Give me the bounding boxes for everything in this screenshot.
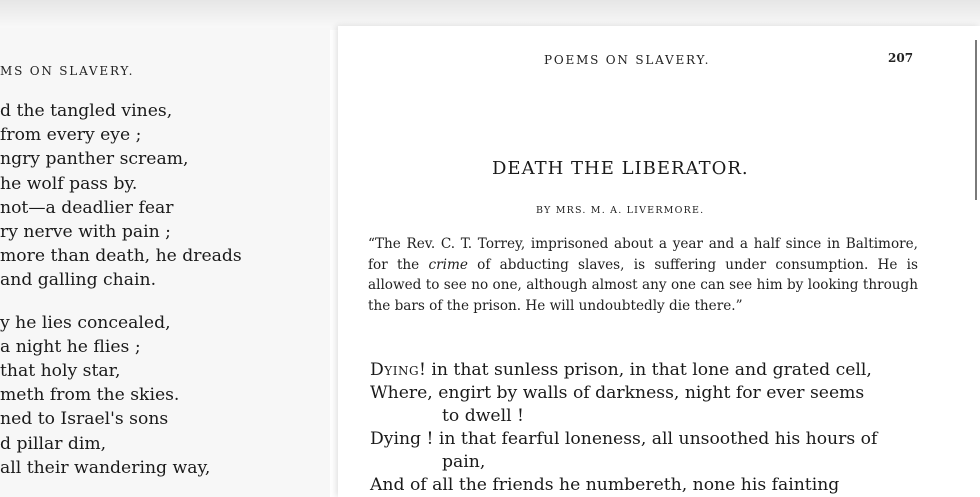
poem-line: pain, xyxy=(442,452,486,472)
poem-first-word: Dying xyxy=(370,360,420,380)
poem-title: DEATH THE LIBERATOR. xyxy=(492,158,749,179)
poem-line: And of all the friends he numbereth, none his fainting xyxy=(370,475,840,495)
left-line: from every eye ; xyxy=(0,125,142,146)
left-poem-lines xyxy=(0,99,242,480)
left-line: ry nerve with pain ; xyxy=(0,222,171,243)
left-line: d the tangled vines, xyxy=(0,101,173,121)
left-line: more than death, he dreads xyxy=(0,246,242,267)
epigraph-text: of abducting slaves, is suffering under consumption. He is allowed to see no one, although almost any one can see him by looking through the bars of the prison. He will undoubtedly die there.” xyxy=(368,256,919,314)
left-line: all their wandering way, xyxy=(0,457,211,478)
left-line: he wolf pass by. xyxy=(0,173,138,194)
epigraph-italic: crime xyxy=(428,256,468,273)
poem-line: Dying ! in that fearful loneness, all unsoothed his hours of xyxy=(370,429,878,449)
page-number: 207 xyxy=(888,51,914,65)
poem-byline: BY MRS. M. A. LIVERMORE. xyxy=(536,205,705,216)
left-line: not—a deadlier fear xyxy=(0,197,174,218)
left-line: y he lies concealed, xyxy=(0,312,171,333)
stanza-break xyxy=(0,293,242,311)
epigraph xyxy=(368,234,918,316)
epigraph-text: “The Rev. C. T. Torrey, imprisoned about a year and a half since in Baltimore, for the xyxy=(368,236,918,273)
poem-line xyxy=(370,359,930,382)
left-line: ned to Israel's sons xyxy=(0,409,169,430)
left-line: that holy star, xyxy=(0,361,121,382)
left-line: and galling chain. xyxy=(0,270,157,291)
poem-body xyxy=(370,359,930,497)
right-running-header: POEMS ON SLAVERY. xyxy=(544,53,711,67)
left-line: a night he flies ; xyxy=(0,336,141,357)
poem-line: Where, engirt by walls of darkness, night for ever seems xyxy=(370,383,865,403)
left-line: meth from the skies. xyxy=(0,385,180,406)
left-line: d pillar dim, xyxy=(0,433,107,454)
poem-line: to dwell ! xyxy=(442,406,524,426)
left-line: ngry panther scream, xyxy=(0,149,189,170)
page-edge-line xyxy=(975,40,977,200)
left-running-header: MS ON SLAVERY. xyxy=(0,64,135,78)
poem-line-text: ! in that sunless prison, in that lone and grated cell, xyxy=(419,360,872,380)
